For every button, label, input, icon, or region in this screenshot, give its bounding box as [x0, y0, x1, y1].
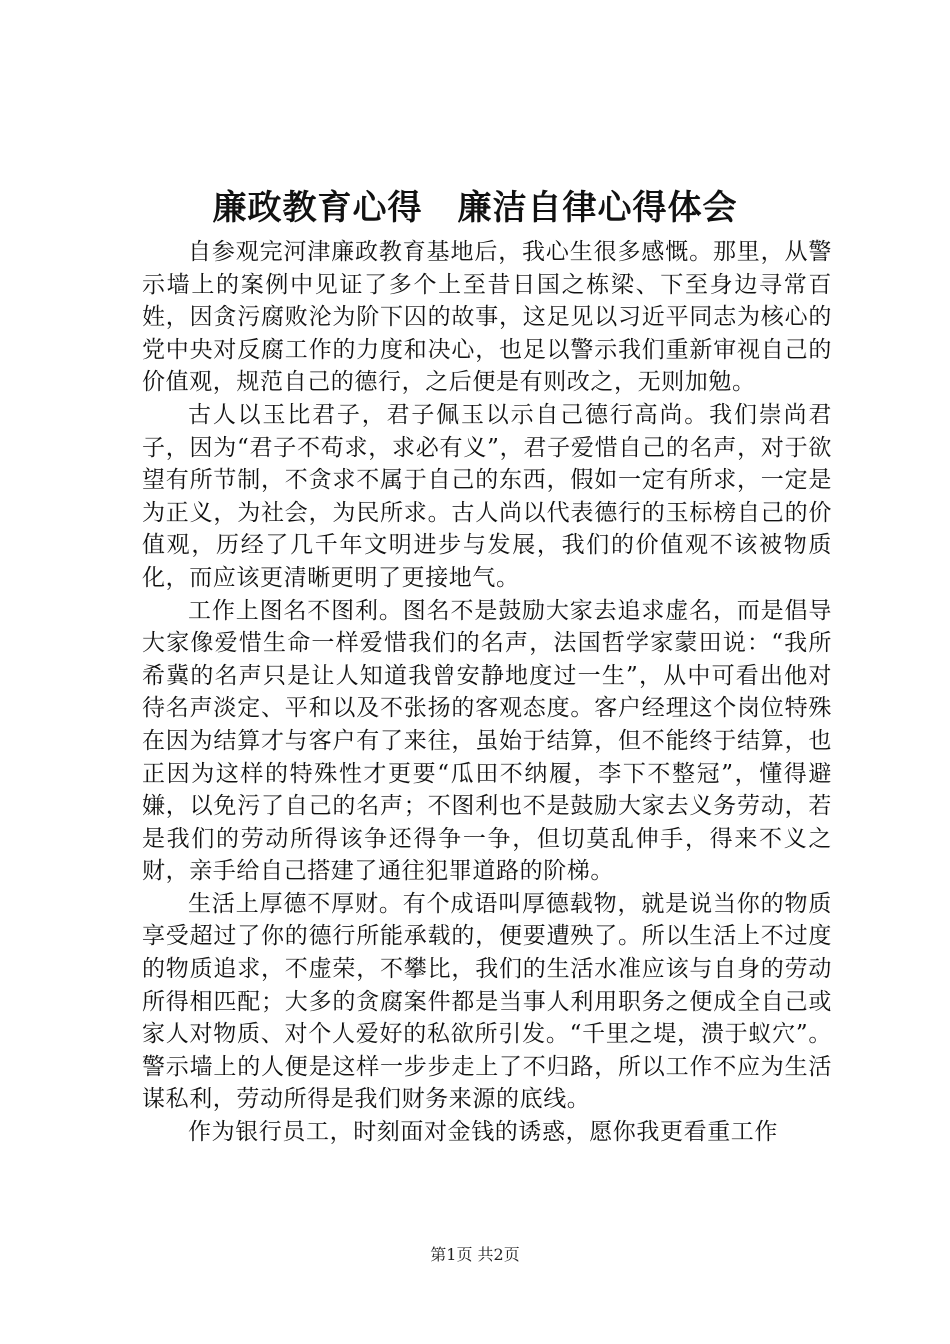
- document-title: 廉政教育心得 廉洁自律心得体会: [212, 188, 738, 228]
- paragraph-3: 工作上图名不图利。图名不是鼓励大家去追求虚名，而是倡导大家像爱惜生命一样爱惜我们的名声，法国哲学家蒙田说：“我所希冀的名声只是让人知道我曾安静地度过一生”，从中可看出他对待名声淡定、平和以及不张扬的客观态度。客户经理这个岗位特殊在因为结算才与客户有了来往，虽始于结算，但不能终于结算，也正因为这样的特殊性才更要“瓜田不纳履，李下不整冠”，懂得避嫌，以免污了自己的名声；不图利也不是鼓励大家去义务劳动，若是我们的劳动所得该争还得争一争，但切莫乱伸手，得来不义之财，亲手给自己搭建了通往犯罪道路的阶梯。: [142, 597, 832, 885]
- paragraph-4: 生活上厚德不厚财。有个成语叫厚德载物，就是说当你的物质享受超过了你的德行所能承载的，便要遭殃了。所以生活上不过度的物质追求，不虚荣，不攀比，我们的生活水准应该与自身的劳动所得相匹配；大多的贪腐案件都是当事人利用职务之便成全自己或家人对物质、对个人爱好的私欲所引发。“千里之堤，溃于蚁穴”。警示墙上的人便是这样一步步走上了不归路，所以工作不应为生活谋私利，劳动所得是我们财务来源的底线。: [142, 890, 832, 1113]
- paragraph-2: 古人以玉比君子，君子佩玉以示自己德行高尚。我们崇尚君子，因为“君子不苟求，求必有义”，君子爱惜自己的名声，对于欲望有所节制，不贪求不属于自己的东西，假如一定有所求，一定是为正义，为社会，为民所求。古人尚以代表德行的玉标榜自己的价值观，历经了几千年文明进步与发展，我们的价值观不该被物质化，而应该更清晰更明了更接地气。: [142, 401, 832, 591]
- paragraph-1: 自参观完河津廉政教育基地后，我心生很多感慨。那里，从警示墙上的案例中见证了多个上至昔日国之栋梁、下至身边寻常百姓，因贪污腐败沦为阶下囚的故事，这足见以习近平同志为核心的党中央对反腐工作的力度和决心，也足以警示我们重新审视自己的价值观，规范自己的德行，之后便是有则改之，无则加勉。: [142, 239, 832, 396]
- page-footer: 第1页 共2页: [430, 1245, 520, 1264]
- paragraph-5: 作为银行员工，时刻面对金钱的诱惑，愿你我更看重工作: [188, 1119, 778, 1146]
- document-body: [142, 236, 832, 1149]
